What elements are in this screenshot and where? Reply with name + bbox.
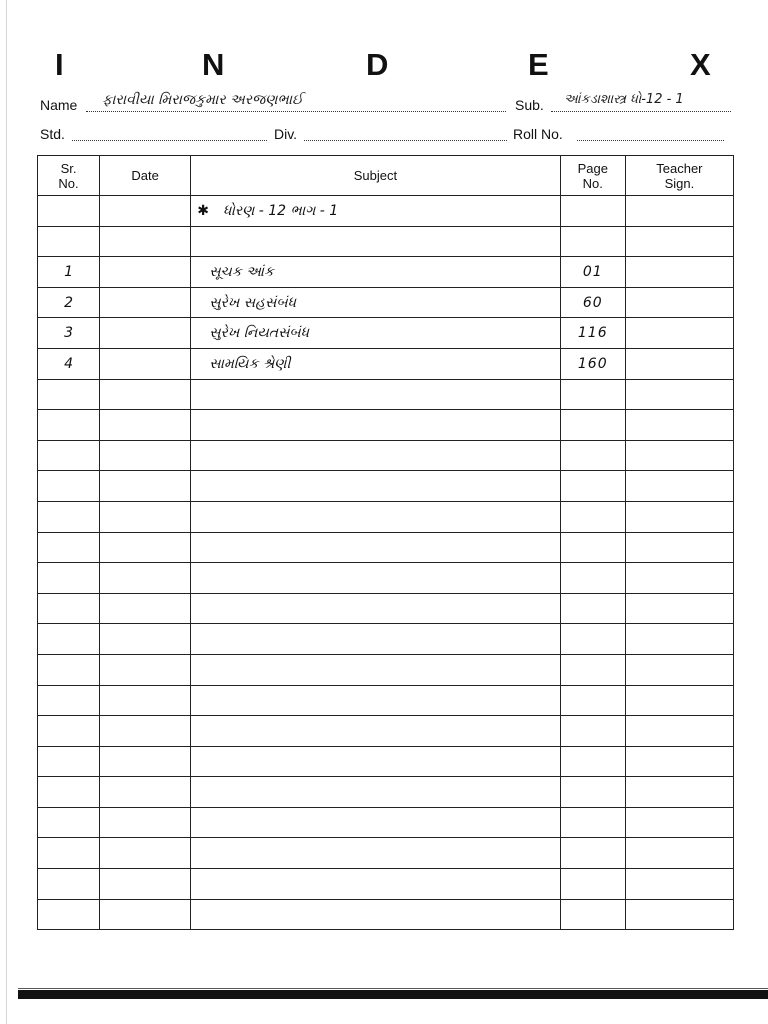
table-cell[interactable]	[38, 532, 100, 563]
table-cell[interactable]	[191, 410, 561, 441]
table-row	[38, 685, 734, 716]
table-cell[interactable]	[100, 746, 191, 777]
table-cell[interactable]	[560, 410, 625, 441]
table-cell[interactable]	[560, 899, 625, 930]
table-cell	[100, 196, 191, 227]
sub-underline	[551, 111, 731, 112]
roll-no-label: Roll No.	[513, 126, 563, 142]
header-teacher-sign	[625, 156, 733, 196]
table-cell[interactable]	[38, 440, 100, 471]
table-cell[interactable]	[560, 777, 625, 808]
title-letter-n: N	[202, 47, 225, 82]
table-cell[interactable]	[625, 716, 733, 747]
table-cell[interactable]	[191, 501, 561, 532]
table-cell[interactable]	[191, 654, 561, 685]
table-cell[interactable]	[625, 869, 733, 900]
table-cell[interactable]	[560, 563, 625, 594]
table-cell[interactable]	[625, 899, 733, 930]
table-cell[interactable]	[625, 532, 733, 563]
subject-cell: સુરેખ નિયતસંબંધ	[191, 318, 561, 349]
table-row	[38, 563, 734, 594]
table-cell[interactable]	[100, 410, 191, 441]
sr-no-cell: 3	[38, 318, 100, 349]
section-heading-cell	[191, 196, 561, 227]
table-cell	[625, 196, 733, 227]
table-cell[interactable]	[100, 379, 191, 410]
table-cell[interactable]	[191, 440, 561, 471]
table-row	[38, 471, 734, 502]
table-cell[interactable]	[38, 777, 100, 808]
table-cell[interactable]	[38, 624, 100, 655]
table-cell[interactable]	[560, 471, 625, 502]
table-cell[interactable]	[191, 777, 561, 808]
table-cell[interactable]	[625, 654, 733, 685]
table-cell[interactable]	[38, 899, 100, 930]
sr-no-cell: 4	[38, 348, 100, 379]
header-page-line2: No.	[582, 175, 603, 191]
table-cell[interactable]	[191, 746, 561, 777]
table-cell[interactable]	[560, 869, 625, 900]
name-underline	[86, 111, 506, 112]
table-row	[38, 226, 734, 257]
table-row	[38, 869, 734, 900]
sub-value[interactable]: આંકડાશાસ્ત્ર ધો-12 - 1	[564, 92, 684, 107]
table-cell[interactable]	[560, 716, 625, 747]
table-cell	[38, 226, 100, 257]
sr-no-cell: 2	[38, 287, 100, 318]
table-row	[38, 532, 734, 563]
date-cell[interactable]	[100, 348, 191, 379]
table-row	[38, 287, 734, 318]
header-page-line1: Page	[577, 160, 608, 176]
table-row	[38, 318, 734, 349]
table-cell[interactable]	[100, 593, 191, 624]
table-cell[interactable]	[38, 379, 100, 410]
header-subject: Subject	[191, 156, 561, 196]
table-cell[interactable]	[191, 716, 561, 747]
table-cell[interactable]	[560, 501, 625, 532]
page-no-cell: 60	[560, 287, 625, 318]
header-sr-line2: No.	[58, 175, 79, 191]
table-cell[interactable]	[38, 716, 100, 747]
subject-cell: સૂચક આંક	[191, 257, 561, 288]
teacher-sign-cell[interactable]	[625, 348, 733, 379]
title-letter-d: D	[366, 47, 389, 82]
table-cell[interactable]	[38, 410, 100, 441]
table-row	[38, 196, 734, 227]
bottom-edge-line	[18, 988, 768, 989]
div-label: Div.	[274, 126, 298, 142]
table-cell[interactable]	[100, 440, 191, 471]
table-row	[38, 716, 734, 747]
table-cell[interactable]	[100, 807, 191, 838]
table-cell[interactable]	[191, 869, 561, 900]
date-cell[interactable]	[100, 318, 191, 349]
sub-label: Sub.	[515, 97, 544, 113]
table-cell[interactable]	[625, 593, 733, 624]
table-cell[interactable]	[560, 838, 625, 869]
table-cell[interactable]	[191, 899, 561, 930]
table-cell	[625, 226, 733, 257]
table-cell[interactable]	[560, 746, 625, 777]
table-cell[interactable]	[560, 624, 625, 655]
table-cell[interactable]	[625, 563, 733, 594]
table-cell[interactable]	[38, 563, 100, 594]
table-cell	[100, 226, 191, 257]
title-letter-x: X	[690, 47, 711, 82]
table-cell[interactable]	[100, 654, 191, 685]
page-no-cell: 116	[560, 318, 625, 349]
subject-cell: સામયિક શ્રેણી	[191, 348, 561, 379]
table-cell	[560, 226, 625, 257]
table-row	[38, 838, 734, 869]
table-cell[interactable]	[100, 869, 191, 900]
index-table	[37, 155, 734, 930]
teacher-sign-cell[interactable]	[625, 318, 733, 349]
table-row	[38, 593, 734, 624]
header-teacher-line2: Sign.	[664, 175, 695, 191]
table-cell[interactable]	[191, 563, 561, 594]
teacher-sign-cell[interactable]	[625, 287, 733, 318]
index-title	[40, 47, 730, 87]
page-edge-line	[6, 0, 7, 1024]
subject-cell: સુરેખ સહસંબંધ	[191, 287, 561, 318]
table-row	[38, 777, 734, 808]
table-cell[interactable]	[560, 807, 625, 838]
table-cell[interactable]	[560, 654, 625, 685]
table-cell	[560, 196, 625, 227]
table-cell[interactable]	[38, 869, 100, 900]
table-cell[interactable]	[625, 379, 733, 410]
date-cell[interactable]	[100, 257, 191, 288]
header-page-no	[560, 156, 625, 196]
table-cell[interactable]	[625, 685, 733, 716]
table-cell[interactable]	[191, 685, 561, 716]
table-cell[interactable]	[560, 532, 625, 563]
empty-rows	[38, 379, 734, 930]
table-cell[interactable]	[191, 838, 561, 869]
header-teacher-line1: Teacher	[656, 160, 703, 176]
table-row	[38, 440, 734, 471]
teacher-sign-cell[interactable]	[625, 257, 733, 288]
table-cell[interactable]	[100, 716, 191, 747]
table-cell[interactable]	[191, 471, 561, 502]
table-row	[38, 379, 734, 410]
table-cell[interactable]	[38, 838, 100, 869]
asterisk-mark: ✱	[197, 202, 209, 219]
table-row	[38, 624, 734, 655]
table-cell[interactable]	[625, 807, 733, 838]
std-field[interactable]	[72, 140, 267, 141]
table-header-row	[38, 156, 734, 196]
table-cell	[38, 196, 100, 227]
table-cell[interactable]	[100, 624, 191, 655]
table-row	[38, 654, 734, 685]
std-label: Std.	[40, 126, 65, 142]
date-cell[interactable]	[100, 287, 191, 318]
table-cell[interactable]	[100, 563, 191, 594]
title-letter-e: E	[528, 47, 549, 82]
table-row	[38, 746, 734, 777]
table-row	[38, 501, 734, 532]
table-cell[interactable]	[100, 501, 191, 532]
table-cell[interactable]	[625, 624, 733, 655]
title-letter-i: I	[55, 47, 64, 82]
table-cell[interactable]	[100, 685, 191, 716]
table-row	[38, 348, 734, 379]
table-cell[interactable]	[625, 471, 733, 502]
header-sr-no	[38, 156, 100, 196]
table-cell[interactable]	[191, 379, 561, 410]
table-row	[38, 899, 734, 930]
bottom-edge-bar	[18, 990, 768, 999]
table-cell[interactable]	[625, 440, 733, 471]
table-cell[interactable]	[100, 899, 191, 930]
sr-no-cell: 1	[38, 257, 100, 288]
page-no-cell: 01	[560, 257, 625, 288]
table-cell[interactable]	[38, 471, 100, 502]
table-cell[interactable]	[625, 838, 733, 869]
name-value[interactable]: ફારાવીયા મિરાજકુમાર અરજણભાઈ	[102, 92, 303, 108]
table-cell[interactable]	[560, 685, 625, 716]
table-row	[38, 410, 734, 441]
table-cell[interactable]	[100, 532, 191, 563]
table-cell[interactable]	[625, 746, 733, 777]
section-heading: ધોરણ - 12 ભાગ - 1	[222, 202, 339, 219]
table-cell[interactable]	[38, 746, 100, 777]
table-cell[interactable]	[100, 471, 191, 502]
header-sr-line1: Sr.	[60, 160, 77, 176]
table-cell[interactable]	[625, 410, 733, 441]
table-cell[interactable]	[100, 838, 191, 869]
page-no-cell: 160	[560, 348, 625, 379]
table-cell[interactable]	[191, 624, 561, 655]
name-label: Name	[40, 97, 78, 113]
table-cell[interactable]	[560, 379, 625, 410]
table-cell[interactable]	[191, 807, 561, 838]
table-cell[interactable]	[38, 654, 100, 685]
table-cell[interactable]	[38, 593, 100, 624]
table-cell[interactable]	[625, 501, 733, 532]
table-cell[interactable]	[625, 777, 733, 808]
table-cell[interactable]	[191, 532, 561, 563]
table-row	[38, 257, 734, 288]
table-cell[interactable]	[38, 501, 100, 532]
table-cell[interactable]	[560, 593, 625, 624]
roll-no-field[interactable]	[577, 140, 724, 141]
table-cell[interactable]	[38, 685, 100, 716]
table-row	[38, 807, 734, 838]
table-cell[interactable]	[38, 807, 100, 838]
table-cell[interactable]	[191, 593, 561, 624]
div-field[interactable]	[304, 140, 507, 141]
table-cell[interactable]	[560, 440, 625, 471]
table-cell[interactable]	[100, 777, 191, 808]
table-cell	[191, 226, 561, 257]
header-date: Date	[100, 156, 191, 196]
